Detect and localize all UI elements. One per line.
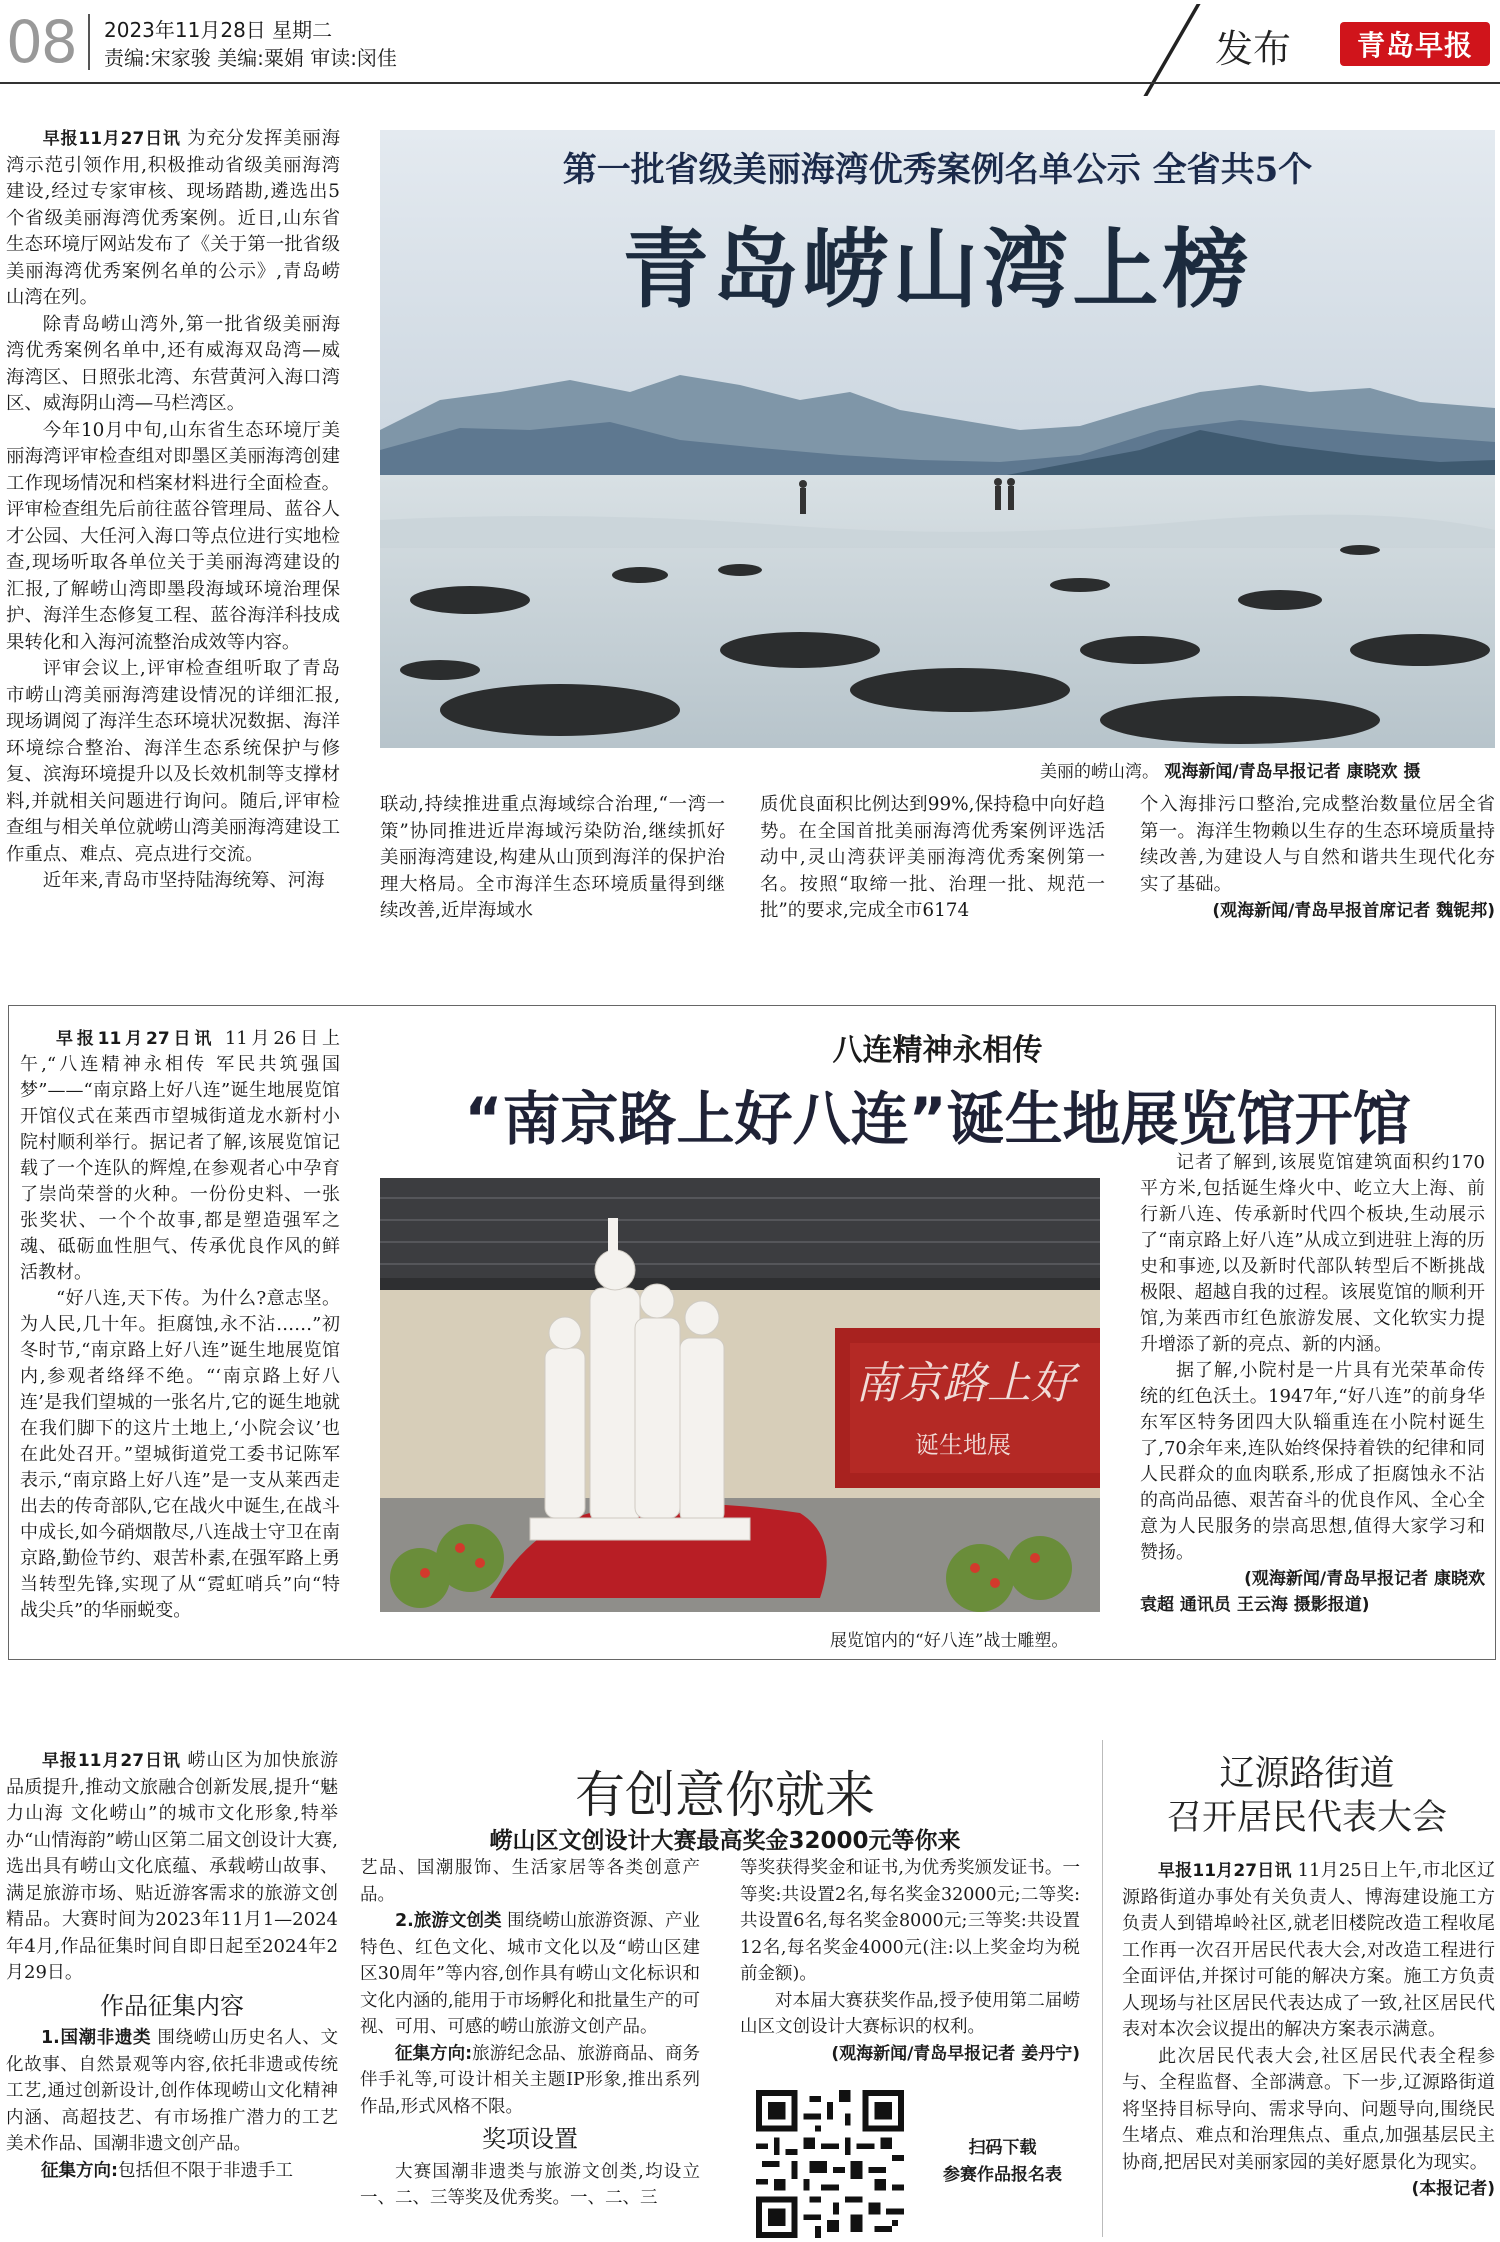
story1-para: 评审会议上,评审检查组听取了青岛市崂山湾美丽海湾建设情况的详细汇报,现场调阅了海洋生态环境状况数据、海洋环境综合整治、海洋生态系统保护与修复、滨海环境提升以及长效机制等支撑材料,并就相关问题进行询问。随后,评审检查组与相关单位就崂山湾美丽海湾建设工作重点、难点、亮点进行交流。 [6, 658, 340, 865]
story2-credit-line1: (观海新闻/青岛早报记者 康晓欢 [1244, 1569, 1485, 1589]
story3-column-2 [360, 1855, 700, 2212]
story4-para: 此次居民代表大会,社区居民代表全程参与、全程监督、全部满意。下一步,辽源路街道将坚持目标导向、需求导向、问题导向,围绕民生堵点、难点和治理焦点、重点,加强基层民主协商,把居民对美丽家园的美好愿景化为现实。 [1122, 2045, 1495, 2173]
section-name: 发布 [1215, 27, 1292, 71]
story3-headline: 有创意你就来 [575, 1766, 875, 1824]
story4-text: 11月25日上午,市北区辽源路街道办事处有关负责人、博海建设施工方负责人到错埠岭社区,就老旧楼院改造工程收尾工作再一次召开居民代表大会,对改造工程进行全面评估,并探讨可能的解决方案。施工方负责人现场与社区居民代表达成了一致,社区居民代表对本次会议提出的解决方案表示满意。 [1122, 1860, 1495, 2040]
story1-para: 近年来,青岛市坚持陆海统筹、河海 [42, 870, 325, 891]
story3-text: 对本届大赛获奖作品,授予使用第二届崂山区文创设计大赛标识的权利。 [740, 1990, 1080, 2037]
qr-text-line1: 扫码下载 [968, 2138, 1037, 2158]
category-2-text: 围绕崂山旅游资源、产业特色、红色文化、城市文化以及“崂山区建区30周年”等内容,创作具有崂山文化标识和文化内涵的,能用于市场孵化和批量生产的可视、可用、可感的崂山旅游文创产品。 [360, 1911, 701, 2037]
category-2-direction [360, 2041, 700, 2121]
story3-column-3 [740, 1855, 1080, 2067]
header-rule [0, 82, 1500, 84]
story1-text: 个入海排污口整治,完成整治数量位居全省第一。海洋生物赖以生存的生态环境质量持续改善,为建设人与自然和谐共生现代化夯实了基础。 [1140, 794, 1495, 895]
sign-subtext: 诞生地展 [915, 1431, 1011, 1459]
direction-label: 征集方向: [395, 2043, 473, 2064]
story1-credit: (观海新闻/青岛早报首席记者 魏铌邦) [1212, 901, 1495, 921]
story1-lead: 早报11月27日讯 [42, 129, 181, 149]
story1-column-3 [760, 792, 1105, 925]
story3-subheadline: 崂山区文创设计大赛最高奖金32000元等你来 [489, 1828, 961, 1854]
story2-left-column [20, 1026, 340, 1624]
story1-column-1 [6, 126, 340, 895]
story3-intro [6, 1748, 338, 1987]
story4-column [1122, 1858, 1495, 2203]
story1-kicker: 第一批省级美丽海湾优秀案例名单公示 全省共5个 [562, 150, 1313, 190]
section-heading-awards: 奖项设置 [482, 2125, 578, 2153]
column-divider [1102, 1740, 1103, 2237]
story4-headline-line1: 辽源路街道 [1219, 1754, 1395, 1794]
story2-para: “好八连,天下传。为什么?意志坚。为人民,几十年。拒腐蚀,永不沾……”初冬时节,“南京路上好八连”诞生地展览馆内,参观者络绎不绝。“‘南京路上好八连’是我们望城的一张名片,它的诞生地就在我们脚下的这片土地上,‘小院会议’也在此处召开。”望城街道党工委书记陈军表示,“南京路上好八连”是一支从莱西走出去的传奇部队,它在战火中诞生,在战斗中成长,如今硝烟散尽,八连战士守卫在南京路,勤俭节约、艰苦朴素,在强军路上勇当转型先锋,实现了从“霓虹哨兵”向“特战尖兵”的华丽蜕变。 [20, 1288, 340, 1621]
story2-para [20, 1026, 340, 1286]
story3-text: 艺品、国潮服饰、生活家居等各类创意产品。 [360, 1858, 700, 1905]
newspaper-logo [1340, 22, 1490, 66]
qr-code-icon [755, 2090, 905, 2238]
story2-credit-line2: 袁超 通讯员 王云海 摄影报道) [1140, 1595, 1370, 1615]
story2-para: 据了解,小院村是一片具有光荣革命传统的红色沃土。1947年,“好八连”的前身华东军区特务团四大队辎重连在小院村诞生了,70余年来,连队始终保持着铁的纪律和同人民群众的血肉联系,形成了拒腐蚀永不沾的高尚品德、艰苦奋斗的优良作风、全心全意为人民服务的崇高思想,值得大家学习和赞扬。 [1140, 1360, 1485, 1563]
category-2 [360, 1908, 700, 2041]
story4-lead: 早报11月27日讯 [1158, 1861, 1292, 1881]
story4-headline-line2: 召开居民代表大会 [1166, 1798, 1447, 1838]
qr-code[interactable] [755, 2090, 905, 2238]
story2-kicker: 八连精神永相传 [832, 1033, 1043, 1068]
editor-credits: 责编:宋家骏 美编:粟娟 审读:闵佳 [104, 46, 397, 70]
statue-photo-illustration [380, 1178, 1100, 1612]
story1-para: 除青岛崂山湾外,第一批省级美丽海湾优秀案例名单中,还有威海双岛湾—威海湾区、日照张北湾、东营黄河入海口湾区、威海阴山湾—马栏湾区。 [6, 313, 340, 414]
story4-headline [1112, 1752, 1500, 1840]
story1-text: 联动,持续推进重点海域综合治理,“一湾一策”协同推进近岸海域污染防治,继续抓好美丽海湾建设,构建从山顶到海洋的保护治理大格局。全市海洋生态环境质量得到继续改善,近岸海域水 [380, 794, 725, 921]
story2-lead: 早报11月27日讯 [56, 1029, 216, 1049]
header-divider [88, 14, 90, 70]
sign-calligraphy: 南京路上好 [855, 1358, 1075, 1409]
direction-label: 征集方向: [41, 2160, 118, 2181]
statue-photo [380, 1178, 1100, 1612]
issue-date: 2023年11月28日 星期二 [104, 18, 333, 42]
story1-para: 今年10月中旬,山东省生态环境厅美丽海湾评审检查组对即墨区美丽海湾创建工作现场情况和档案材料进行全面检查。评审检查组先后前往蓝谷管理局、蓝谷人才公园、大任河入海口等点位进行实地检查,现场听取各单位关于美丽海湾建设的汇报,了解崂山湾即墨段海域环境治理保护、海洋生态修复工程、蓝谷海洋科技成果转化和入海河流整治成效等内容。 [6, 419, 340, 653]
story3-text: 崂山区为加快旅游品质提升,推动文旅融合创新发展,提升“魅力山海 文化崂山”的城市文化形象,特举办“山情海韵”崂山区第二届文创设计大赛,选出具有崂山文化底蕴、承载崂山故事、满足旅游市场、贴近游客需求的旅游文创精品。大赛时间为2023年11月1—2024年4月,作品征集时间自即日起至2024年2月29日。 [6, 1750, 338, 1983]
caption-text: 美丽的崂山湾。 [1040, 762, 1159, 782]
photo-credit: 观海新闻/青岛早报记者 康晓欢 摄 [1164, 762, 1421, 782]
story1-photo-caption [1040, 757, 1420, 782]
story3-lead: 早报11月27日讯 [42, 1751, 181, 1771]
story1-text: 为充分发挥美丽海湾示范引领作用,积极推动省级美丽海湾建设,经过专家审核、现场踏勘,遴选出5个省级美丽海湾优秀案例。近日,山东省生态环境厅网站发布了《关于第一批省级美丽海湾优秀案例名单的公示》,青岛崂山湾在列。 [6, 128, 340, 308]
story2-photo-caption: 展览馆内的“好八连”战士雕塑。 [830, 1631, 1069, 1651]
category-1-text: 围绕崂山历史名人、文化故事、自然景观等内容,依托非遗或传统工艺,通过创新设计,创作体现崂山文化精神内涵、高超技艺、有市场推广潜力的工艺美术作品、国潮非遗文创产品。 [6, 2028, 338, 2154]
story2-text: 11月26日上午,“八连精神永相传 军民共筑强国梦”——“南京路上好八连”诞生地展览馆开馆仪式在莱西市望城街道龙水新村小院村顺利举行。据记者了解,该展览馆记载了一个连队的辉煌,在参观者心中孕育了崇尚荣誉的火种。一份份史料、一张张奖状、一个个故事,都是塑造强军之魂、砥砺血性胆气、传承优良作风的鲜活教材。 [20, 1028, 340, 1283]
category-1-title: 1.国潮非遗类 [41, 2028, 152, 2048]
story1-text: 质优良面积比例达到99%,保持稳中向好趋势。在全国首批美丽海湾优秀案例评选活动中,灵山湾获评美丽海湾优秀案例第一名。按照“取缔一批、治理一批、规范一批”的要求,完成全市6174 [760, 794, 1105, 921]
story1-column-4 [1140, 792, 1495, 925]
direction-text: 包括但不限于非遗手工 [118, 2160, 293, 2181]
story1-column-2 [380, 792, 725, 925]
story4-para [1122, 1858, 1495, 2044]
qr-instruction [915, 2135, 1090, 2189]
qr-text-line2: 参赛作品报名表 [943, 2165, 1062, 2185]
page-number: 08 [6, 8, 76, 76]
story3-credit: (观海新闻/青岛早报记者 姜丹宁) [831, 2043, 1080, 2064]
story4-credit: (本报记者) [1411, 2179, 1495, 2199]
section-heading-works: 作品征集内容 [100, 1991, 244, 2020]
category-2-title: 2.旅游文创类 [395, 1911, 502, 1931]
story3-column-1 [6, 1748, 338, 2184]
story2-right-column [1140, 1150, 1485, 1618]
category-1-direction [6, 2158, 338, 2185]
story3-text: 大赛国潮非遗类与旅游文创类,均设立一、二、三等奖及优秀奖。一、二、三 [360, 2161, 700, 2208]
direction-text: 旅游纪念品、旅游商品、商务伴手礼等,可设计相关主题IP形象,推出系列作品,形式风格不限。 [360, 2043, 701, 2117]
story1-headline: 青岛崂山湾上榜 [622, 220, 1253, 320]
story2-para: 记者了解到,该展览馆建筑面积约170平方米,包括诞生烽火中、屹立大上海、前行新八连、传承新时代四个板块,生动展示了“南京路上好八连”从成立到进驻上海的历史和事迹,以及新时代部队转型后不断挑战极限、超越自我的过程。该展览馆的顺利开馆,为莱西市红色旅游发展、文化软实力提升增添了新的亮点、新的内涵。 [1140, 1152, 1485, 1355]
story3-text: 等奖获得奖金和证书,为优秀奖颁发证书。一等奖:共设置2名,每名奖金32000元;二等奖:共设置6名,每名奖金8000元;三等奖:共设置12名,每名奖金4000元(注:以上奖金均为税前金额)。 [740, 1858, 1080, 1984]
category-1 [6, 2025, 338, 2158]
logo-text: 青岛早报 [1356, 29, 1473, 62]
story1-para [6, 126, 340, 312]
story2-headline: “南京路上好八连”诞生地展览馆开馆 [464, 1085, 1411, 1153]
